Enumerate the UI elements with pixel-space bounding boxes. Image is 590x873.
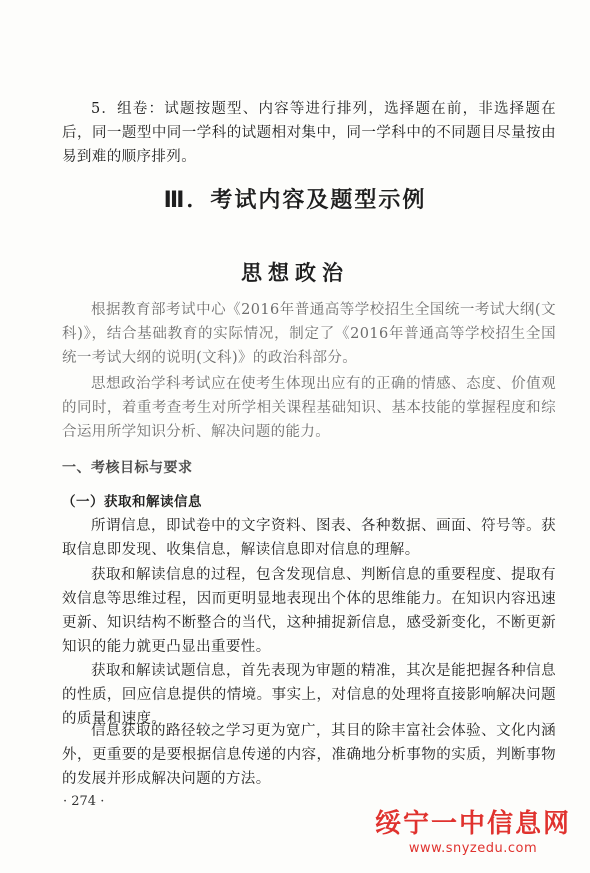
heading-obtain-info: （一）获取和解读信息 bbox=[62, 494, 202, 510]
paragraph-info-definition: 所谓信息，即试卷中的文字资料、图表、各种数据、画面、符号等。获取信息即发现、收集信息，解读信息即对信息的理解。 bbox=[62, 518, 556, 558]
section-title: Ⅲ．考试内容及题型示例 bbox=[163, 188, 427, 213]
intro-paragraph-1: 根据教育部考试中心《2016年普通高等学校招生全国统一考试大纲(文科)》，结合基础教育的实际情况，制定了《2016年普通高等学校招生全国统一考试大纲的说明(文科)》的政治科部分。 bbox=[62, 302, 556, 366]
paragraph-info-path: 信息获取的路径较之学习更为宽广，其目的除丰富社会体验、文化内涵外，更重要的是要根据信息传递的内容，准确地分析事物的实质，判断事物的发展并形成解决问题的方法。 bbox=[62, 723, 556, 787]
page-number: · 274 · bbox=[63, 794, 105, 809]
paragraph-composition-rule: 5．组卷：试题按题型、内容等进行排列，选择题在前，非选择题在后，同一题型中同一学科的试题相对集中，同一学科中的不同题目尽量按由易到难的顺序排列。 bbox=[62, 101, 556, 165]
site-watermark bbox=[368, 808, 578, 858]
paragraph-info-process: 获取和解读信息的过程，包含发现信息、判断信息的重要程度、提取有效信息等思维过程，因而更明显地表现出个体的思维能力。在知识内容迅速更新、知识结构不断整合的当代，这种捕捉新信息，感受新变化，不断更新知识的能力就更凸显出重要性。 bbox=[62, 567, 556, 655]
intro-paragraph-2: 思想政治学科考试应在使考生体现出应有的正确的情感、态度、价值观的同时，着重考查考生对所学相关课程基础知识、基本技能的掌握程度和综合运用所学知识分析、解决问题的能力。 bbox=[62, 376, 556, 440]
paragraph-info-reading: 获取和解读试题信息，首先表现为审题的精准，其次是能把握各种信息的性质，回应信息提供的情境。事实上，对信息的处理将直接影响解决问题的质量和速度。 bbox=[62, 663, 556, 727]
watermark-text: 绥宁一中信息网 bbox=[374, 809, 571, 839]
watermark-url: www.snyzedu.com bbox=[408, 841, 538, 856]
subject-title: 思想政治 bbox=[241, 260, 349, 285]
heading-assessment-goals: 一、考核目标与要求 bbox=[62, 460, 193, 476]
